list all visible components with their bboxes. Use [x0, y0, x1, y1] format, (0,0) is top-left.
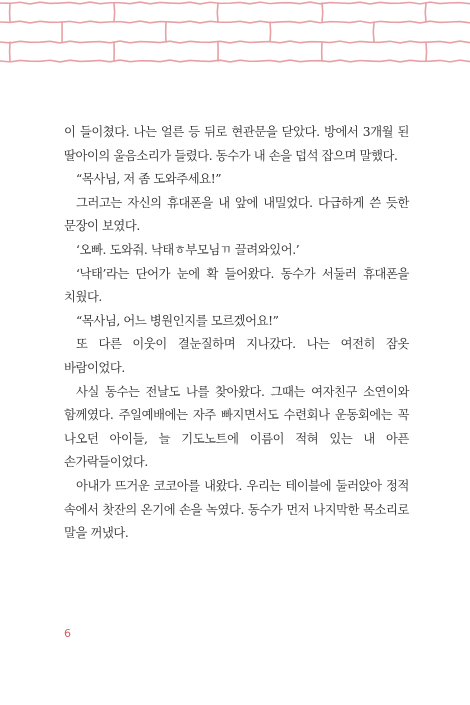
brick-joint-line	[373, 22, 374, 42]
brick-joint-line	[322, 3, 323, 22]
paragraph-3: 그러고는 자신의 휴대폰을 내 앞에 내밀었다. 다급하게 쓴 듯한 문장이 보였다.	[64, 195, 409, 234]
brick-joint-line	[217, 3, 218, 22]
brick-joint-line	[270, 22, 271, 42]
brick-wall-header	[0, 0, 470, 80]
brick-joint-line	[426, 42, 427, 61]
body-text	[64, 121, 409, 546]
paragraph-6: “목사님, 어느 병원인지를 모르겠어요!”	[76, 313, 279, 328]
paragraph-7: 또 다른 이웃이 결눈질하며 지나갔다. 나는 여전히 잠옷 바람이었다.	[64, 337, 409, 375]
paragraph-4: ‘오빠. 도와줘. 낙태ㅎ부모님ㄲ 끌려와있어.’	[76, 242, 300, 257]
paragraph-2: “목사님, 저 좀 도와주세요!”	[76, 172, 222, 187]
paragraph-5: ‘낙태’라는 단어가 눈에 확 들어왔다. 동수가 서둘러 휴대폰을 치웠다.	[64, 266, 409, 305]
brick-mortar-line	[0, 21, 470, 23]
brick-joint-line	[114, 3, 115, 22]
paragraph-1: 이 들이쳤다. 나는 얼른 등 뒤로 현관문을 닫았다. 방에서 3개월 된 딸아이의 울음소리가 들렸다. 동수가 내 손을 덥석 잡으며 말했다.	[64, 125, 409, 163]
paragraph-8: 사실 동수는 전날도 나를 찾아왔다. 그때는 여자친구 소연이와 함께였다. 주일예배에는 자주 빠지면서도 수련회나 운동회에는 꼭 나오던 아이들, 늘 기도노트에 이름이 적혀 있는 내 아픈 손가락들이었다.	[64, 384, 409, 470]
brick-mortar-line	[0, 2, 470, 4]
brick-mortar-line	[0, 60, 470, 62]
brick-mortar-line	[0, 41, 470, 43]
paragraph-9: 아내가 뜨거운 코코아를 내왔다. 우리는 테이블에 둘러앉아 정적 속에서 찻잔의 온기에 손을 녹였다. 동수가 먼저 나지막한 목소리로 말을 꺼냈다.	[64, 478, 409, 541]
brick-joint-line	[425, 3, 426, 22]
page-number: 6	[64, 627, 71, 640]
